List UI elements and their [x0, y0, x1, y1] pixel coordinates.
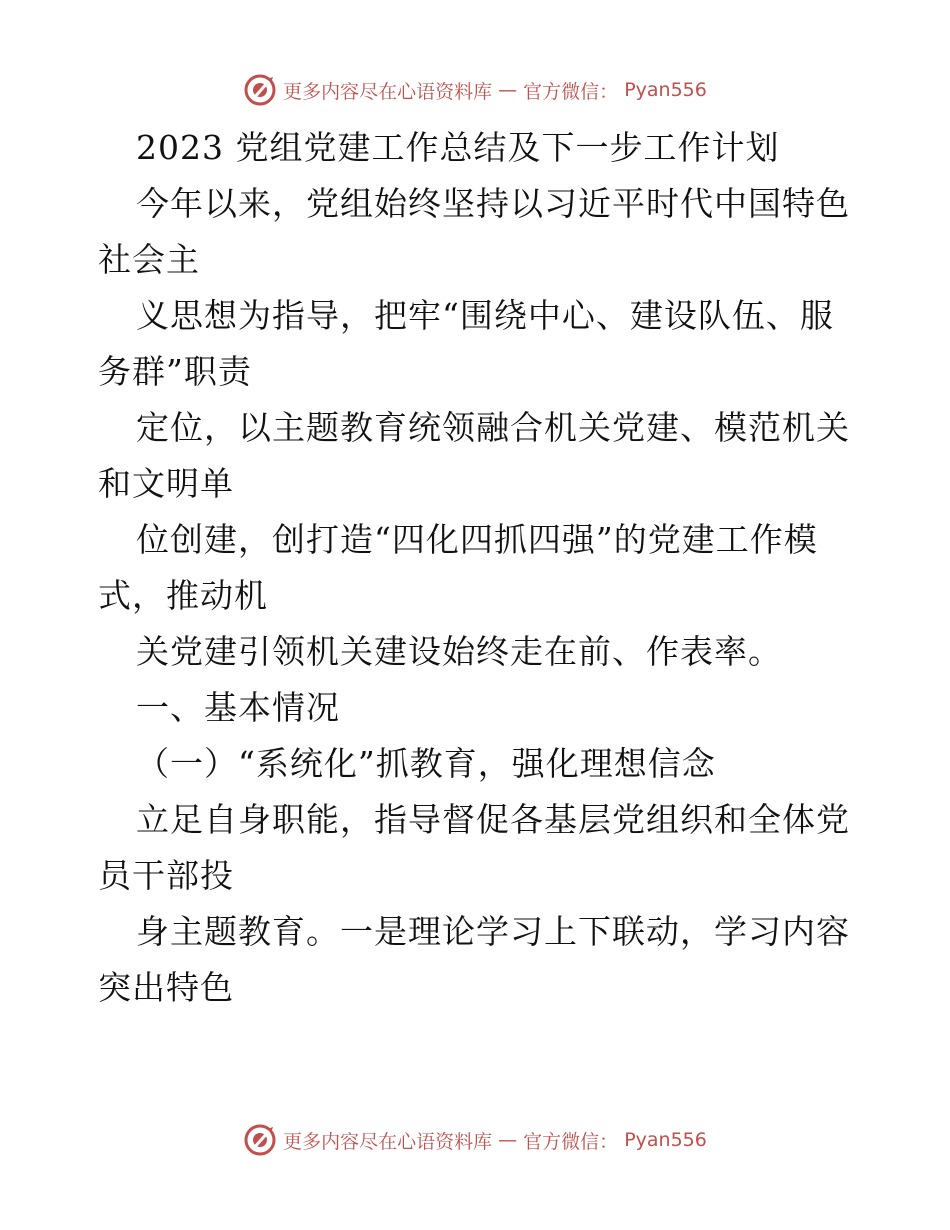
paragraph-line: 员干部投 — [98, 856, 234, 895]
pen-logo-icon — [243, 73, 277, 107]
paragraph-line: 社会主 — [98, 240, 200, 279]
banner-contact-value: Pyan556 — [624, 79, 707, 101]
banner-contact-label: 官方微信： — [523, 1130, 619, 1153]
banner-contact-value: Pyan556 — [624, 1129, 707, 1151]
banner-separator: — — [498, 79, 518, 101]
footer-banner — [0, 1120, 950, 1160]
paragraph-line: 式，推动机 — [98, 576, 268, 615]
banner-separator: — — [498, 1129, 518, 1151]
subsection-heading: （一）“系统化”抓教育，强化理想信念 — [136, 744, 716, 783]
banner-text: 更多内容尽在心语资料库 — [283, 80, 493, 103]
document-title: 2023 党组党建工作总结及下一步工作计划 — [136, 128, 780, 167]
paragraph-line: 位创建，创打造“四化四抓四强”的党建工作模 — [136, 520, 818, 559]
paragraph-line: 立足自身职能，指导督促各基层党组织和全体党 — [136, 800, 850, 839]
paragraph-line: 突出特色 — [98, 968, 234, 1007]
section-heading: 一、基本情况 — [136, 688, 340, 727]
paragraph-line: 义思想为指导，把牢“围绕中心、建设队伍、服 — [136, 296, 834, 335]
document-body — [98, 120, 858, 1016]
paragraph-line: 定位，以主题教育统领融合机关党建、模范机关 — [136, 408, 850, 447]
paragraph-line: 关党建引领机关建设始终走在前、作表率。 — [136, 632, 782, 671]
header-banner — [0, 70, 950, 110]
banner-text: 更多内容尽在心语资料库 — [283, 1130, 493, 1153]
paragraph-line: 身主题教育。一是理论学习上下联动，学习内容 — [136, 912, 850, 951]
banner-contact-label: 官方微信： — [523, 80, 619, 103]
pen-logo-icon — [243, 1123, 277, 1157]
paragraph-line: 务群”职责 — [98, 352, 252, 391]
paragraph-line: 今年以来，党组始终坚持以习近平时代中国特色 — [136, 184, 850, 223]
paragraph-line: 和文明单 — [98, 464, 234, 503]
